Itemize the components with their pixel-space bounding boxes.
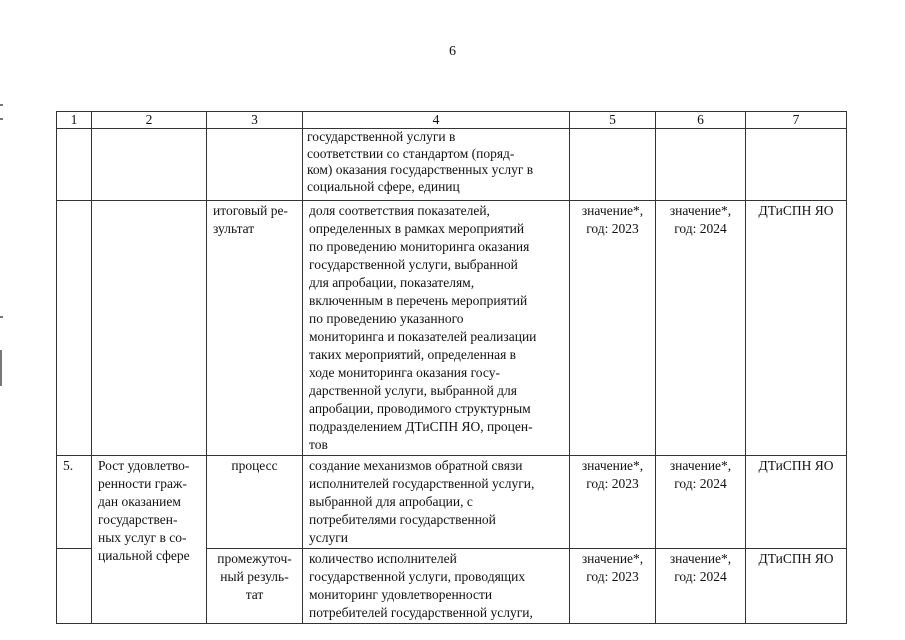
header-col-7: 7 [746,112,847,129]
header-col-2: 2 [92,112,207,129]
cell-col5: значение*, год: 2023 [570,456,656,549]
cell-col7 [746,129,847,201]
margin-mark [0,316,3,318]
cell-col7: ДТиСПН ЯО [746,456,847,549]
cell-number [57,129,92,201]
cell-col5: значение*, год: 2023 [570,201,656,456]
cell-col5: значение*, год: 2023 [570,549,656,624]
cell-indicator: создание механизмов обратной связи исполнителей государственной услуги, выбранной для апробации, с потребителями государственной услуги [303,456,570,549]
header-row [57,112,847,129]
cell-col6: значение*, год: 2024 [656,549,746,624]
cell-col7: ДТиСПН ЯО [746,549,847,624]
cell-type: промежуточ- ный резуль- тат [207,549,303,624]
cell-col6: значение*, год: 2024 [656,201,746,456]
cell-goal [92,201,207,456]
cell-number: 5. [57,456,92,549]
page-number: 6 [449,44,456,59]
table-row [57,201,847,456]
cell-type: процесс [207,456,303,549]
margin-mark [0,118,3,120]
cell-col7: ДТиСПН ЯО [746,201,847,456]
header-col-1: 1 [57,112,92,129]
cell-goal: Рост удовлетво- ренности граж- дан оказанием государствен- ных услуг в со- циальной сфере [92,456,207,624]
cell-type [207,129,303,201]
cell-col5 [570,129,656,201]
header-col-6: 6 [656,112,746,129]
header-col-4: 4 [303,112,570,129]
cell-indicator: государственной услуги в соответствии со стандартом (поряд- ком) оказания государственных услуг в социальной сфере, единиц [303,129,570,201]
cell-goal [92,129,207,201]
header-col-5: 5 [570,112,656,129]
cell-indicator: количество исполнителей государственной услуги, проводящих мониторинг удовлетворенности потребителей государственной услуги, [303,549,570,624]
margin-mark [0,104,3,106]
cell-indicator: доля соответствия показателей, определенных в рамках мероприятий по проведению мониторинга оказания государственной услуги, выбранной для апробации, показателям, включенным в перечень мероприятий по проведению указанного мониторинга и показателей реализации таких мероприятий, определенная в ходе мониторинга оказания госу- дарственной услуги, выбранной для апробации, проводимого структурным подразделением ДТиСПН ЯО, процен- тов [303,201,570,456]
table-row [57,129,847,201]
margin-mark [0,350,2,386]
cell-number [57,201,92,456]
cell-type: итоговый ре- зультат [207,201,303,456]
cell-col6: значение*, год: 2024 [656,456,746,549]
indicators-table [56,111,847,624]
cell-number [57,549,92,624]
table-row [57,456,847,549]
header-col-3: 3 [207,112,303,129]
cell-col6 [656,129,746,201]
